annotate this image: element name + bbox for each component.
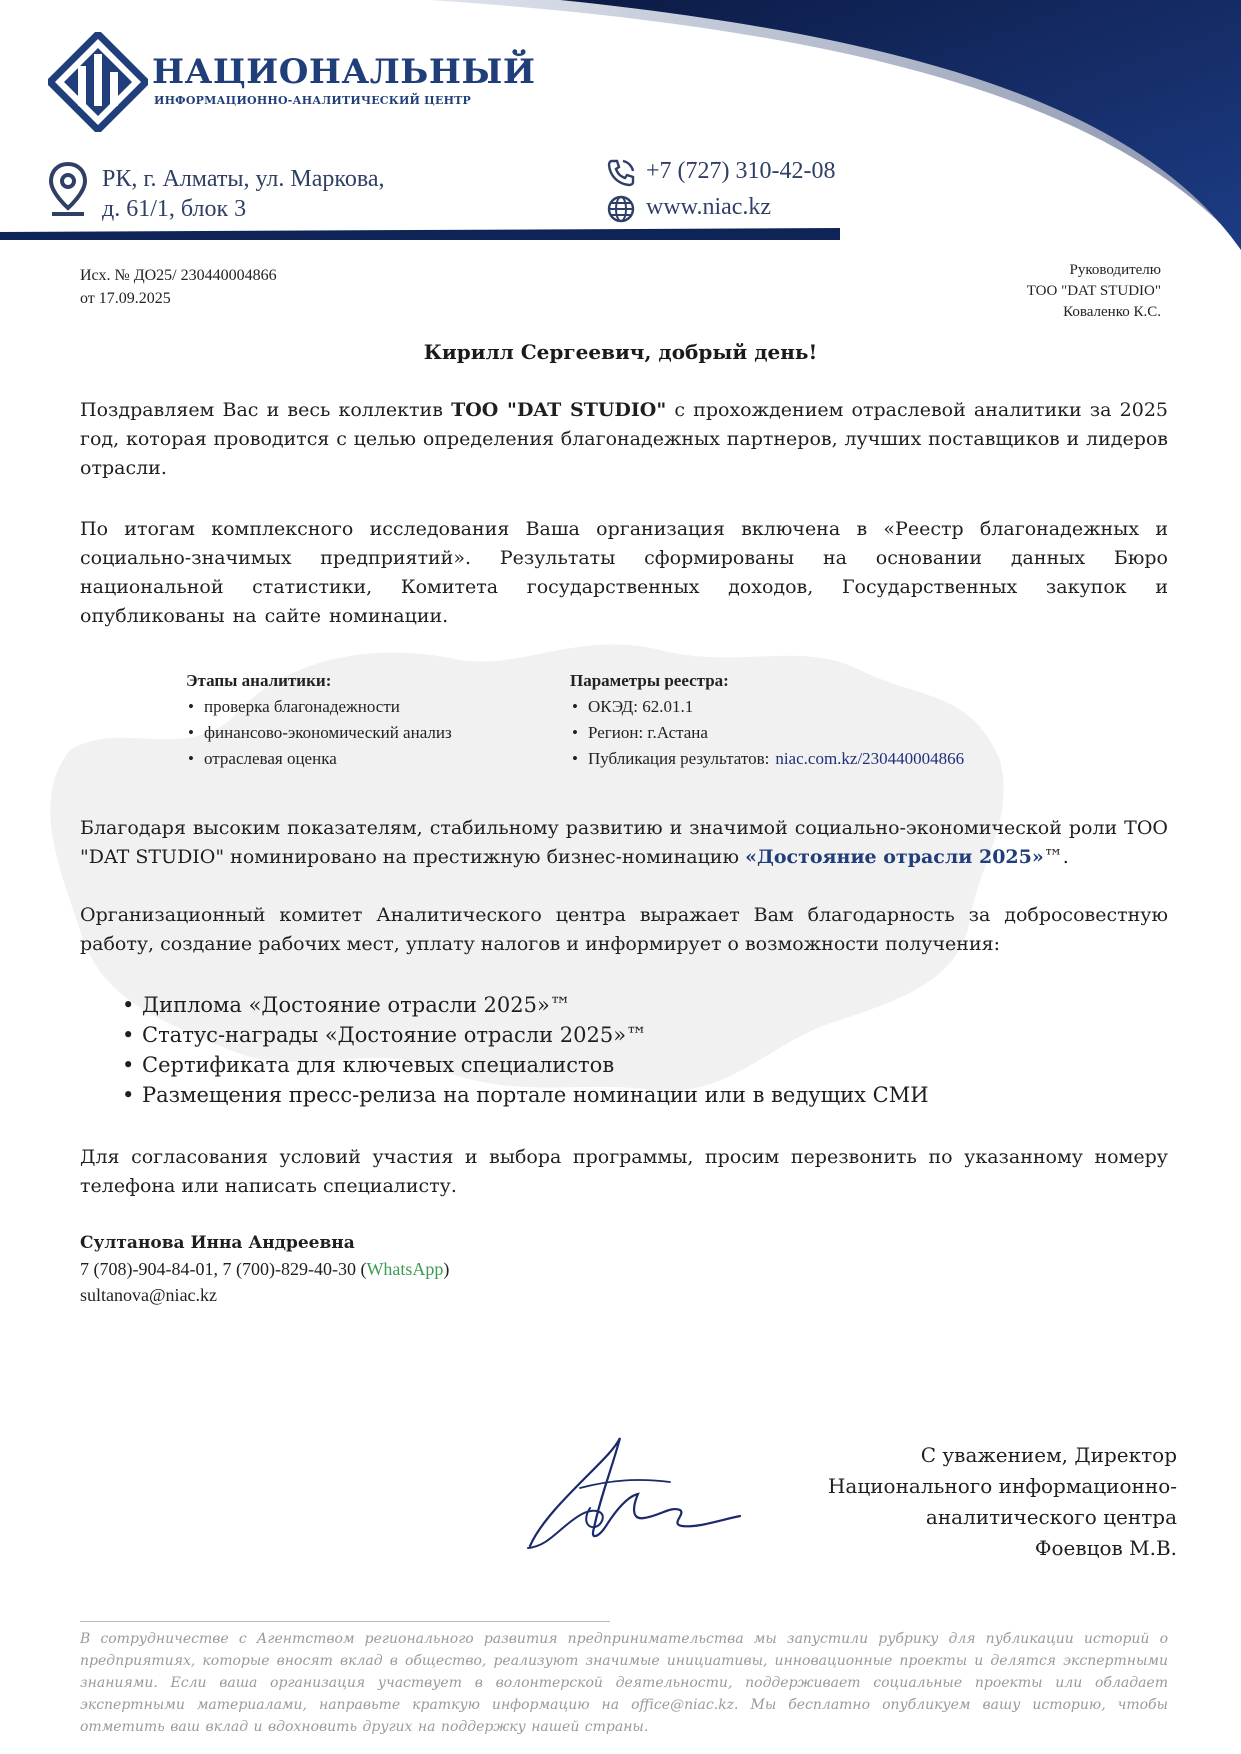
paragraph-gratitude: Организационный комитет Аналитического центра выражает Вам благодарность за добросовестную работу, создание рабочих мест, уплату налогов и информирует о возможности получения: <box>80 904 1168 955</box>
paragraph-nomination <box>80 814 1168 872</box>
paragraph-congratulations <box>80 396 1168 483</box>
specialist-email[interactable]: sultanova@niac.kz <box>80 1285 218 1305</box>
reference-date: от 17.09.2025 <box>80 290 171 307</box>
params-list <box>570 694 964 772</box>
analytics-stages <box>186 668 452 772</box>
address <box>102 164 385 224</box>
handwritten-signature <box>520 1428 750 1558</box>
award-name: «Достояние отрасли 2025» <box>745 846 1044 868</box>
param-okved: • ОКЭД: 62.01.1 <box>570 694 964 720</box>
list-item: • финансово-экономический анализ <box>186 720 452 746</box>
param-publication-label: Публикация результатов: <box>588 749 770 768</box>
closing-line1: С уважением, Директор <box>920 1443 1177 1467</box>
stages-list <box>186 694 452 772</box>
closing-line2: Национального информационно- <box>827 1474 1177 1498</box>
footer-note: В сотрудничестве с Агентством регионального развития предпринимательства мы запустили рубрику для публикации историй о предприятиях, которые вносят вклад в общество, реализуют значимые инициативы, инновационные проекты и делятся экспертными знаниями. Если ваша организация участвует в волонтерской деятельности, поддерживает социальные проекты или обладает экспертными материалами, направьте краткую информацию на office@niac.kz. Мы бесплатно опубликуем вашу историю, чтобы отметить ваш вклад и вдохновить других на поддержку нашей страны. <box>80 1631 1168 1735</box>
list-item: • отраслевая оценка <box>186 746 452 772</box>
paragraph-callback: Для согласования условий участия и выбора программы, просим перезвонить по указанному номеру телефона или написать специалисту. <box>80 1146 1168 1197</box>
p1-end: с прохождением отраслевой аналитики за 2025 год, которая проводится с целью определения благонадежных партнеров, лучших поставщиков и лидеров отрасли. <box>80 399 1169 479</box>
director-signature-block <box>828 1440 1177 1564</box>
recipient-line3: Коваленко К.С. <box>1063 304 1161 320</box>
recipient-block <box>1027 260 1161 323</box>
reference-block <box>80 264 277 310</box>
specialist-name: Султанова Инна Андреевна <box>80 1233 355 1253</box>
phone-icon <box>606 158 636 188</box>
list-item: • Диплома «Достояние отрасли 2025»™ <box>120 990 929 1020</box>
org-subtitle: ИНФОРМАЦИОННО-АНАЛИТИЧЕСКИЙ ЦЕНТР <box>154 94 472 107</box>
stages-title: Этапы аналитики: <box>186 671 332 690</box>
phone-numbers[interactable]: 7 (708)-904-84-01, 7 (700)-829-40-30 ( <box>80 1259 367 1279</box>
param-publication <box>570 746 964 772</box>
phones-close: ) <box>443 1259 450 1279</box>
params-title: Параметры реестра: <box>570 671 729 690</box>
org-website-link[interactable]: www.niac.kz <box>646 194 772 220</box>
niac-logo-icon <box>48 32 148 132</box>
specialist-phones <box>80 1256 449 1282</box>
publication-link[interactable]: niac.com.kz/230440004866 <box>775 749 965 768</box>
p1-company: ТОО "DAT STUDIO" <box>451 399 667 421</box>
org-phone[interactable]: +7 (727) 310-42-08 <box>646 158 836 184</box>
globe-icon <box>606 194 636 224</box>
registry-params <box>570 668 964 772</box>
whatsapp-link[interactable]: WhatsApp <box>366 1259 444 1279</box>
org-name: НАЦИОНАЛЬНЫЙ <box>152 52 536 92</box>
list-item: • Статус-награды «Достояние отрасли 2025»™ <box>120 1020 929 1050</box>
list-item: • Размещения пресс-релиза на портале номинации или в ведущих СМИ <box>120 1080 929 1110</box>
recipient-line1: Руководителю <box>1069 262 1161 278</box>
closing-line3: аналитического центра <box>925 1505 1177 1529</box>
reference-number: Исх. № ДО25/ 230440004866 <box>80 267 277 284</box>
benefits-list <box>120 990 929 1110</box>
p3-end: ™. <box>1043 846 1069 868</box>
greeting: Кирилл Сергеевич, добрый день! <box>423 340 818 364</box>
specialist-contact <box>80 1230 449 1308</box>
param-region: • Регион: г.Астана <box>570 720 964 746</box>
list-item: • Сертификата для ключевых специалистов <box>120 1050 929 1080</box>
address-line2: д. 61/1, блок 3 <box>102 196 247 222</box>
address-line1: РК, г. Алматы, ул. Маркова, <box>102 166 385 192</box>
p3-start: Благодаря высоким показателям, стабильному развитию и значимой социально-экономической роли ТОО "DAT STUDIO" номинировано на престижную бизнес-номинацию <box>80 817 1168 868</box>
director-name: Фоевцов М.В. <box>1034 1536 1177 1560</box>
paragraph-registry: По итогам комплексного исследования Ваша организация включена в «Реестр благонадежных и социально-значимых предприятий». Результаты сформированы на основании данных Бюро национальной статистики, Комитета государственных доходов, Государственных закупок и опубликованы на сайте номинации. <box>80 518 1168 627</box>
footer-divider <box>80 1621 610 1622</box>
list-item: • проверка благонадежности <box>186 694 452 720</box>
recipient-line2: ТОО "DAT STUDIO" <box>1026 283 1161 299</box>
p1-start: Поздравляем Вас и весь коллектив <box>80 399 452 421</box>
location-pin-icon <box>48 162 88 218</box>
